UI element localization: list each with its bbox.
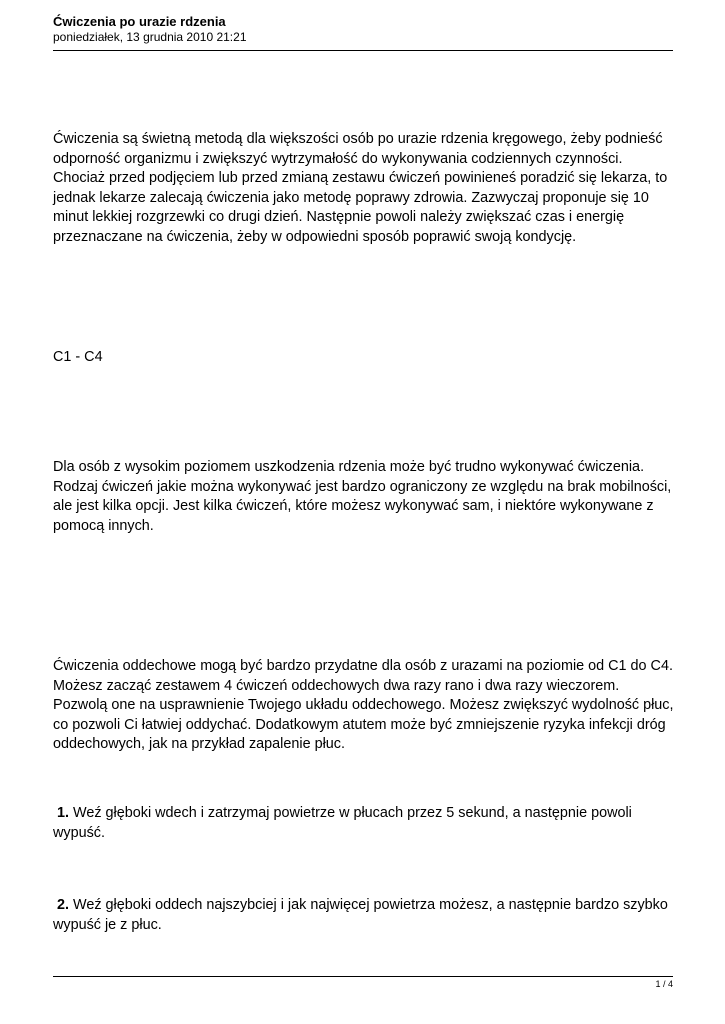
document-header [53, 14, 673, 45]
document-date: poniedziałek, 13 grudnia 2010 21:21 [53, 30, 247, 44]
exercise-step-1 [53, 804, 677, 843]
exercise-step-2 [53, 896, 677, 935]
breathing-exercises-paragraph: Ćwiczenia oddechowe mogą być bardzo przydatne dla osób z urazami na poziomie od C1 do C4. Możesz zacząć zestawem 4 ćwiczeń oddechowych dwa razy rano i dwa razy wieczorem. Pozwolą one na usprawnienie Twojego układu oddechowego. Możesz zwiększyć wydolność płuc, co pozwoli Ci łatwiej oddychać. Dodatkowym atutem może być zmniejszenie ryzyka infekcji dróg oddechowych, jak na przykład zapalenie płuc. [53, 658, 674, 753]
step-text: Weź głęboki oddech najszybciej i jak najwięcej powietrza możesz, a następnie bardzo szybko wypuść je z płuc. [53, 897, 668, 933]
high-injury-paragraph: Dla osób z wysokim poziomem uszkodzenia rdzenia może być trudno wykonywać ćwiczenia. Rodzaj ćwiczeń jakie można wykonywać jest bardzo ograniczony ze względu na brak mobilności, ale jest kilka opcji. Jest kilka ćwiczeń, które możesz wykonywać sam, i niektóre wykonywane z pomocą innych. [53, 459, 672, 534]
page-number: 1 / 4 [655, 979, 673, 989]
step-text: Weź głęboki wdech i zatrzymaj powietrze w płucach przez 5 sekund, a następnie powoli wypuść. [53, 805, 632, 841]
step-number: 1. [57, 805, 70, 821]
document-title: Ćwiczenia po urazie rdzenia [53, 14, 226, 29]
footer-divider [53, 976, 673, 977]
section-heading: C1 - C4 [53, 349, 103, 365]
step-number: 2. [57, 897, 70, 913]
header-divider [53, 50, 673, 51]
intro-paragraph: Ćwiczenia są świetną metodą dla większości osób po urazie rdzenia kręgowego, żeby podnieść odporność organizmu i zwiększyć wytrzymałość do wykonywania codziennych czynności. Chociaż przed podjęciem lub przed zmianą zestawu ćwiczeń powinieneś poradzić się lekarza, to jednak lekarze zalecają ćwiczenia jako metodę poprawy zdrowia. Zazwyczaj proponuje się 10 minut lekkiej rozgrzewki co drugi dzień. Następnie powoli należy zwiększać czas i energię przeznaczane na ćwiczenia, żeby w odpowiedni sposób poprawić swoją kondycję. [53, 131, 668, 245]
